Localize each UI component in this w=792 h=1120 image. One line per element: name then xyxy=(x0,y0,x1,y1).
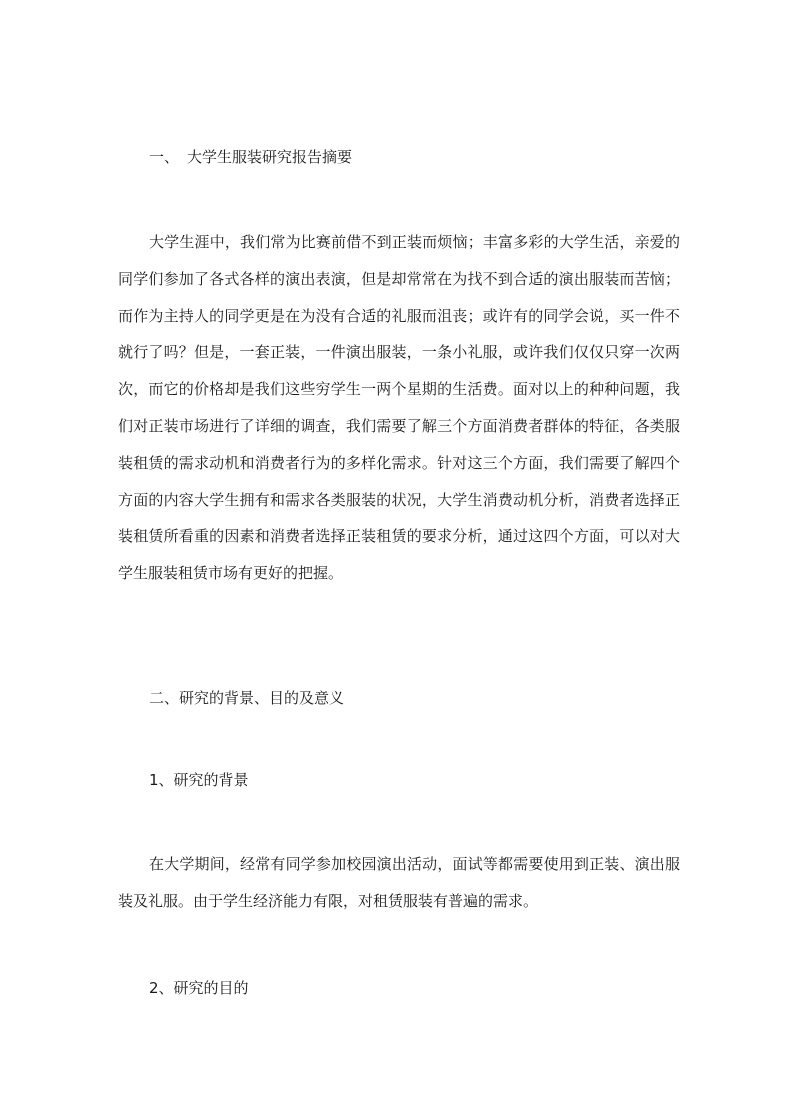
section-1-paragraph: 大学生涯中，我们常为比赛前借不到正装而烦恼；丰富多彩的大学生活，亲爱的同学们参加了各式各样的演出表演，但是却常常在为找不到合适的演出服装而苦恼；而作为主持人的同学更是在为没有合适的礼服而沮丧；或许有的同学会说，买一件不就行了吗？但是，一套正装，一件演出服装，一条小礼服，或许我们仅仅只穿一次两次，而它的价格却是我们这些穷学生一两个星期的生活费。面对以上的种种问题，我们对正装市场进行了详细的调查，我们需要了解三个方面消费者群体的特征，各类服装租赁的需求动机和消费者行为的多样化需求。针对这三个方面，我们需要了解四个方面的内容大学生拥有和需求各类服装的状况，大学生消费动机分析，消费者选择正装租赁所看重的因素和消费者选择正装租赁的要求分析，通过这四个方面，可以对大学生服装租赁市场有更好的把握。 xyxy=(118,233,680,583)
section-2-1-title: 1、研究的背景 xyxy=(149,771,249,789)
section-2-title: 二、研究的背景、目的及意义 xyxy=(149,689,345,707)
section-2-2-title: 2、研究的目的 xyxy=(149,979,249,997)
section-2-1-paragraph: 在大学期间，经常有同学参加校园演出活动，面试等都需要使用到正装、演出服装及礼服。由于学生经济能力有限，对租赁服装有普遍的需求。 xyxy=(118,855,680,910)
section-1-heading xyxy=(149,147,352,167)
section-1-number: 一、 xyxy=(149,148,180,166)
section-1-title: 大学生服装研究报告摘要 xyxy=(187,148,353,166)
